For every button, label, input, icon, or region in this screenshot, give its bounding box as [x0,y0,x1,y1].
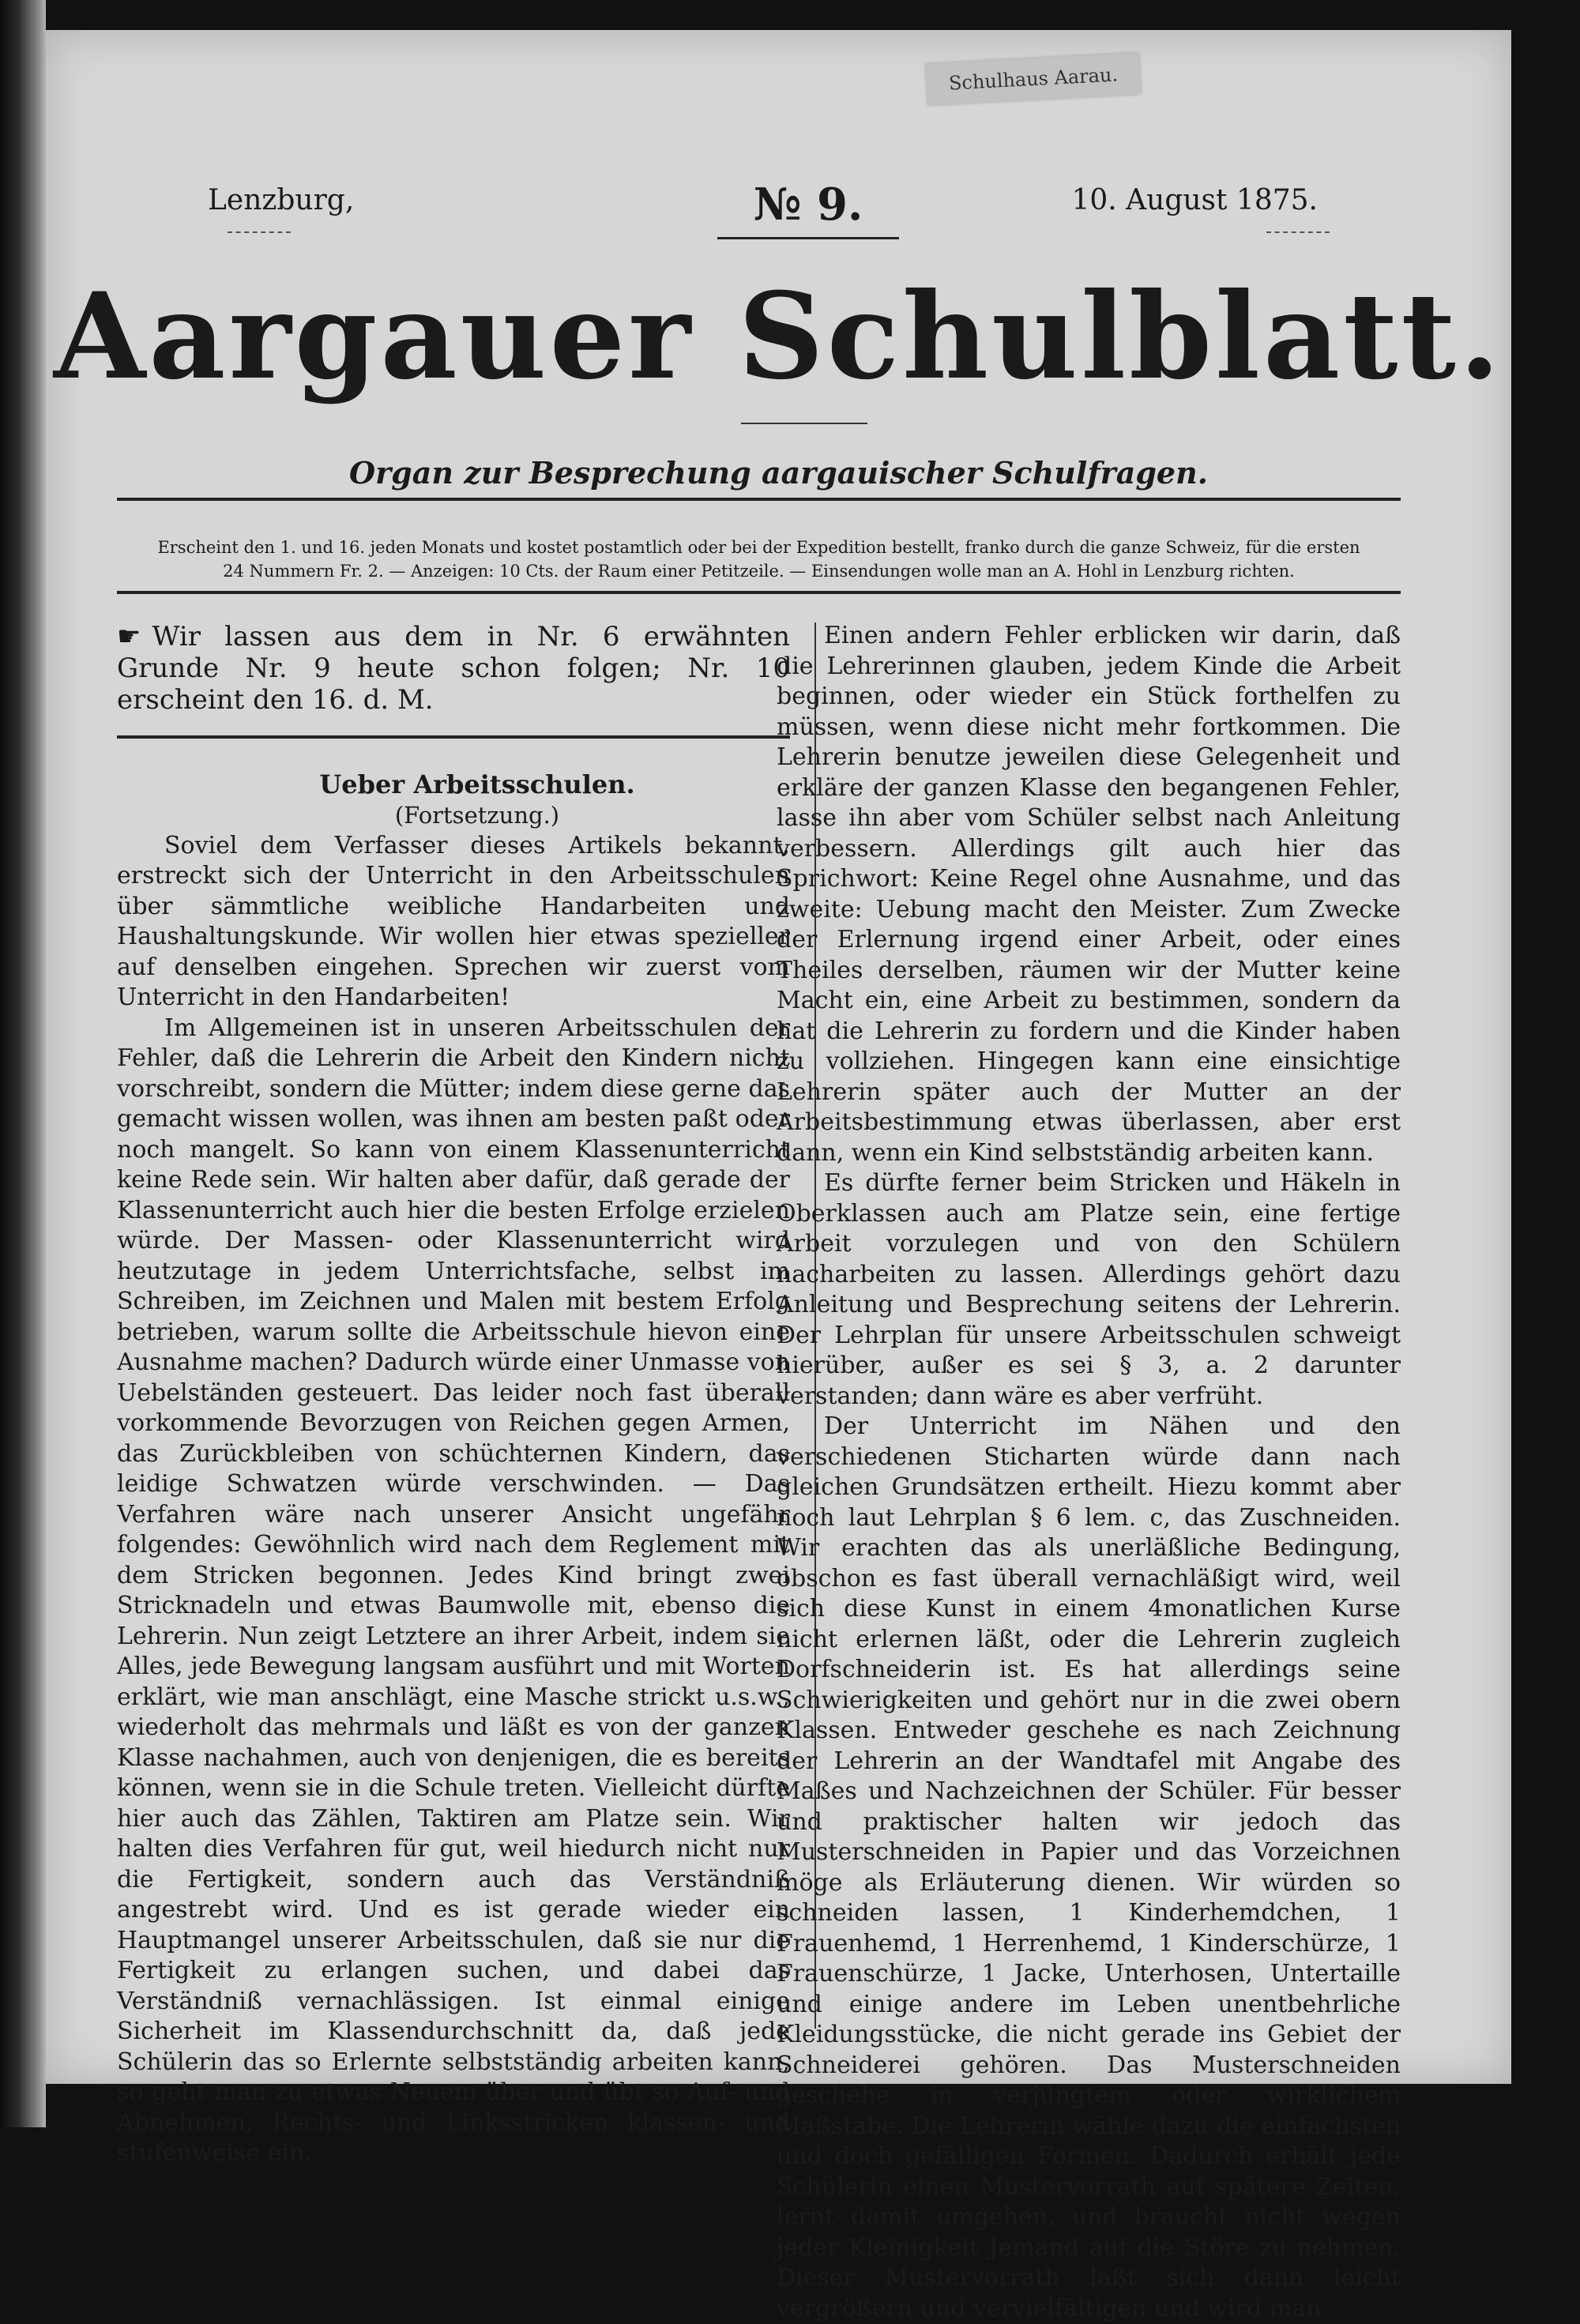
newspaper-page [46,30,1511,2322]
article-paragraph: Soviel dem Verfasser dieses Artikels bekannt, erstreckt sich der Unterricht in den Arbeitsschulen über sämmtliche weibliche Handarbeiten und Haushaltungskunde. Wir wollen hier etwas spezieller auf denselben eingehen. Sprechen wir zuerst vom Unterricht in den Handarbeiten! [117,831,790,1011]
info-bottom-rule [117,591,1401,594]
article-right-column [777,621,1401,2324]
issue-number: № 9. [753,179,863,231]
masthead-subtitle: Organ zur Besprechung aargauischer Schulfragen. [349,455,1208,491]
library-stamp: Schulhaus Aarau. [926,53,1141,105]
article-title: Ueber Arbeitsschulen. [319,769,635,799]
publication-info-line: 24 Nummern Fr. 2. — Anzeigen: 10 Cts. der Raum einer Petitzeile. — Einsendungen wolle man an A. Hohl in Lenzburg richten. [223,562,1295,581]
info-top-rule [117,498,1401,501]
notice-block [117,621,790,716]
header-place: Lenzburg, [208,184,355,216]
article-subtitle: (Fortsetzung.) [394,802,560,829]
ornament-divider [228,231,291,233]
publication-info-line: Erscheint den 1. und 16. jeden Monats und kostet postamtlich oder bei der Expedition bestellt, franko durch die ganze Schweiz, für die ersten [157,538,1360,557]
ornament-divider [1266,231,1330,233]
article-paragraph: Einen andern Fehler erblicken wir darin, daß die Lehrerinnen glauben, jedem Kinde die Arbeit beginnen, oder wieder ein Stück forthelfen zu müssen, wenn diese nicht mehr fortkommen. Die Lehrerin benutze jeweilen diese Gelegenheit und erkläre der ganzen Klasse den begangenen Fehler, lasse ihn aber vom Schüler selbst nach Anleitung verbessern. Allerdings gilt auch hier das Sprichwort: Keine Regel ohne Ausnahme, und das zweite: Uebung macht den Meister. Zum Zwecke der Erlernung irgend einer Arbeit, oder eines Theiles derselben, räumen wir der Mutter keine Macht ein, eine Arbeit zu bestimmen, sondern da hat die Lehrerin zu fordern und die Kinder haben zu vollziehen. Hingegen kann eine einsichtige Lehrerin später auch der Mutter an der Arbeitsbestimmung etwas überlassen, aber erst dann, wenn ein Kind selbstständig arbeiten kann. [777,622,1401,1167]
article-paragraph: Es dürfte ferner beim Stricken und Häkeln in Oberklassen auch am Platze sein, eine fertige Arbeit vorzulegen und von den Schülern nacharbeiten zu lassen. Allerdings gehört dazu Anleitung und Besprechung seitens der Lehrerin. Der Lehrplan für unsere Arbeitsschulen schweigt hierüber, außer es sei § 3, a. 2 darunter verstanden; dann wäre es aber verfrüht. [777,1169,1401,1410]
notice-text: Wir lassen aus dem in Nr. 6 erwähnten Grunde Nr. 9 heute schon folgen; Nr. 10 erscheint den 16. d. M. [117,621,790,716]
issue-number-underline [717,237,899,239]
scan-left-edge [0,0,46,2127]
article-left-column [117,769,790,2169]
publication-info [117,536,1401,583]
pointing-hand-icon: ☛ [117,621,141,652]
article-paragraph: Im Allgemeinen ist in unseren Arbeitsschulen der Fehler, daß die Lehrerin die Arbeit den Kindern nicht vorschreibt, sondern die Mütter; indem diese gerne das gemacht wissen wollen, was ihnen am besten paßt oder noch mangelt. So kann von einem Klassenunterricht keine Rede sein. Wir halten aber dafür, daß gerade der Klassenunterricht auch hier die besten Erfolge erzielen würde. Der Massen- oder Klassenunterricht wird heutzutage in jedem Unterrichtsfache, selbst im Schreiben, im Zeichnen und Malen mit bestem Erfolg betrieben, warum sollte die Arbeitsschule hievon eine Ausnahme machen? Dadurch würde einer Unmasse von Uebelständen gesteuert. Das leider noch fast überall vorkommende Bevorzugen von Reichen gegen Armen, das Zurückbleiben von schüchternen Kindern, das leidige Schwatzen würde verschwinden. — Das Verfahren wäre nach unserer Ansicht ungefähr folgendes: Gewöhnlich wird nach dem Reglement mit dem Stricken begonnen. Jedes Kind bringt zwei Stricknadeln und etwas Baumwolle mit, ebenso die Lehrerin. Nun zeigt Letztere an ihrer Arbeit, indem sie Alles, jede Bewegung langsam ausführt und mit Worten erklärt, wie man anschlägt, eine Masche strickt u.s.w., wiederholt das mehrmals und läßt es von der ganzen Klasse nachahmen, auch von denjenigen, die es bereits können, wenn sie in die Schule treten. Vielleicht dürfte hier auch das Zählen, Taktiren am Platze sein. Wir halten dies Verfahren für gut, weil hiedurch nicht nur die Fertigkeit, sondern auch das Verständniß angestrebt wird. Und es ist gerade wieder ein Hauptmangel unserer Arbeitsschulen, daß sie nur die Fertigkeit zu erlangen suchen, und dabei das Verständniß vernachlässigen. Ist einmal einige Sicherheit im Klassendurchschnitt da, daß jede Schülerin das so Erlernte selbstständig arbeiten kann, so geht man zu etwas Neuem über und übt so Auf- und Abnehmen, Rechts- und Linksstricken klassen- und stufenweise ein. [117,1013,790,2167]
article-paragraph: Der Unterricht im Nähen und den verschiedenen Sticharten würde dann nach gleichen Grundsätzen ertheilt. Hiezu kommt aber noch laut Lehrplan § 6 lem. c, das Zuschneiden. Wir erachten das als unerläßliche Bedingung, obschon es fast überall vernachläßigt wird, weil sich diese Kunst in einem 4monatlichen Kurse nicht erlernen läßt, oder die Lehrerin zugleich Dorfschneiderin ist. Es hat allerdings seine Schwierigkeiten und gehört nur in die zwei obern Klassen. Entweder geschehe es nach Zeichnung der Lehrerin an der Wandtafel mit Angabe des Maßes und Nachzeichnen der Schüler. Für besser und praktischer halten wir jedoch das Musterschneiden in Papier und das Vorzeichnen möge als Erläuterung dienen. Wir würden so schneiden lassen, 1 Kinderhemdchen, 1 Frauenhemd, 1 Herrenhemd, 1 Kinderschürze, 1 Frauenschürze, 1 Jacke, Unterhosen, Untertaille und einige andere im Leben unentbehrliche Kleidungsstücke, die nicht gerade ins Gebiet der Schneiderei gehören. Das Musterschneiden geschehe in verjüngtem oder wirklichem Maßstabe. Die Lehrerin wähle dazu die einfachsten und doch gefälligen Formen. Dadurch erhält jede Schülerin einen Mustervorrath auf spätere Zeiten, lernt damit umgehen, und braucht nicht wegen jeder Kleinigkeit Jemand auf die Störe zu nehmen. Dieser Mustervorrath läßt sich dann leicht vergrößern und vervielfältigen und wird man [777,1412,1401,2322]
header-date: 10. August 1875. [1071,184,1318,216]
masthead-rule [741,423,867,424]
notice-rule [117,735,790,739]
masthead-title: Aargauer Schulblatt. [53,267,1504,406]
